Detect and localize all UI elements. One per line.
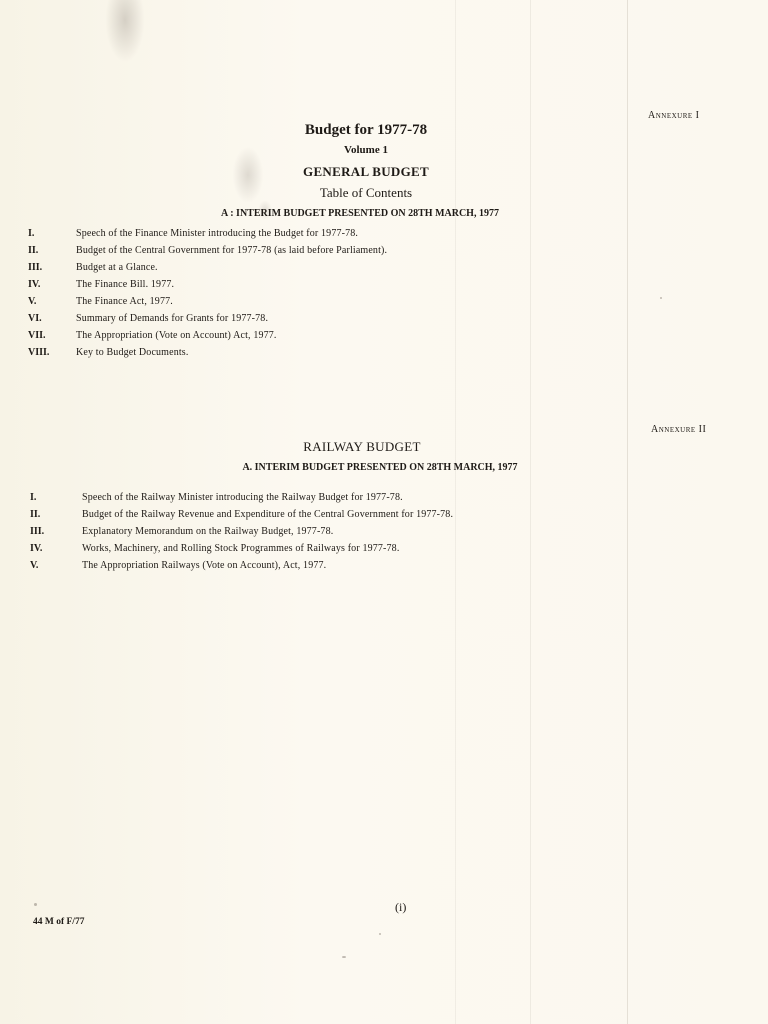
annexure-2-label: Annexure II <box>651 424 707 435</box>
railway-budget-heading: RAILWAY BUDGET <box>303 439 421 454</box>
item-text: The Finance Act, 1977. <box>76 296 173 307</box>
item-number: IV. <box>30 543 43 554</box>
item-number: V. <box>30 560 39 571</box>
item-text: Summary of Demands for Grants for 1977-78. <box>76 313 269 324</box>
item-number: II. <box>30 509 41 520</box>
item-text: Budget at a Glance. <box>76 262 158 273</box>
table-of-contents-heading: Table of Contents <box>319 185 413 200</box>
general-budget-heading: GENERAL BUDGET <box>303 164 429 179</box>
item-number: IV. <box>28 279 41 290</box>
item-number: III. <box>28 262 43 273</box>
print-code: 44 M of F/77 <box>33 917 85 927</box>
document-title: Budget for 1977-78 <box>304 122 428 138</box>
item-text: Speech of the Finance Minister introducing the Budget for 1977-78. <box>76 228 359 239</box>
paper-speck <box>379 933 381 935</box>
paper-speck <box>660 297 662 299</box>
annexure-1-label: Annexure I <box>648 110 700 121</box>
paper-speck <box>34 903 37 906</box>
item-number: VII. <box>28 330 46 341</box>
item-number: II. <box>28 245 39 256</box>
item-text: Explanatory Memorandum on the Railway Budget, 1977-78. <box>82 526 334 537</box>
item-text: The Finance Bill. 1977. <box>76 279 175 290</box>
item-number: I. <box>30 492 37 503</box>
volume-label: Volume 1 <box>344 144 388 156</box>
item-number: V. <box>28 296 37 307</box>
item-text: Works, Machinery, and Rolling Stock Programmes of Railways for 1977-78. <box>82 543 400 554</box>
paper-speck <box>342 956 346 958</box>
item-text: Key to Budget Documents. <box>76 347 189 358</box>
item-text: Budget of the Railway Revenue and Expenditure of the Central Government for 1977-78. <box>82 509 454 520</box>
item-text: The Appropriation Railways (Vote on Account), Act, 1977. <box>82 560 327 571</box>
paper-fold-line <box>627 0 628 1024</box>
item-text: The Appropriation (Vote on Account) Act, 1977. <box>76 330 277 341</box>
general-section-heading: A : INTERIM BUDGET PRESENTED ON 28TH MARCH, 1977 <box>221 208 499 219</box>
item-text: Budget of the Central Government for 1977-78 (as laid before Parliament). <box>76 245 388 256</box>
item-number: VIII. <box>28 347 50 358</box>
item-number: I. <box>28 228 35 239</box>
railway-section-heading: A. INTERIM BUDGET PRESENTED ON 28TH MARCH, 1977 <box>242 462 518 473</box>
item-number: III. <box>30 526 45 537</box>
item-text: Speech of the Railway Minister introducing the Railway Budget for 1977-78. <box>82 492 403 503</box>
item-number: VI. <box>28 313 42 324</box>
page-number: (i) <box>395 900 407 914</box>
